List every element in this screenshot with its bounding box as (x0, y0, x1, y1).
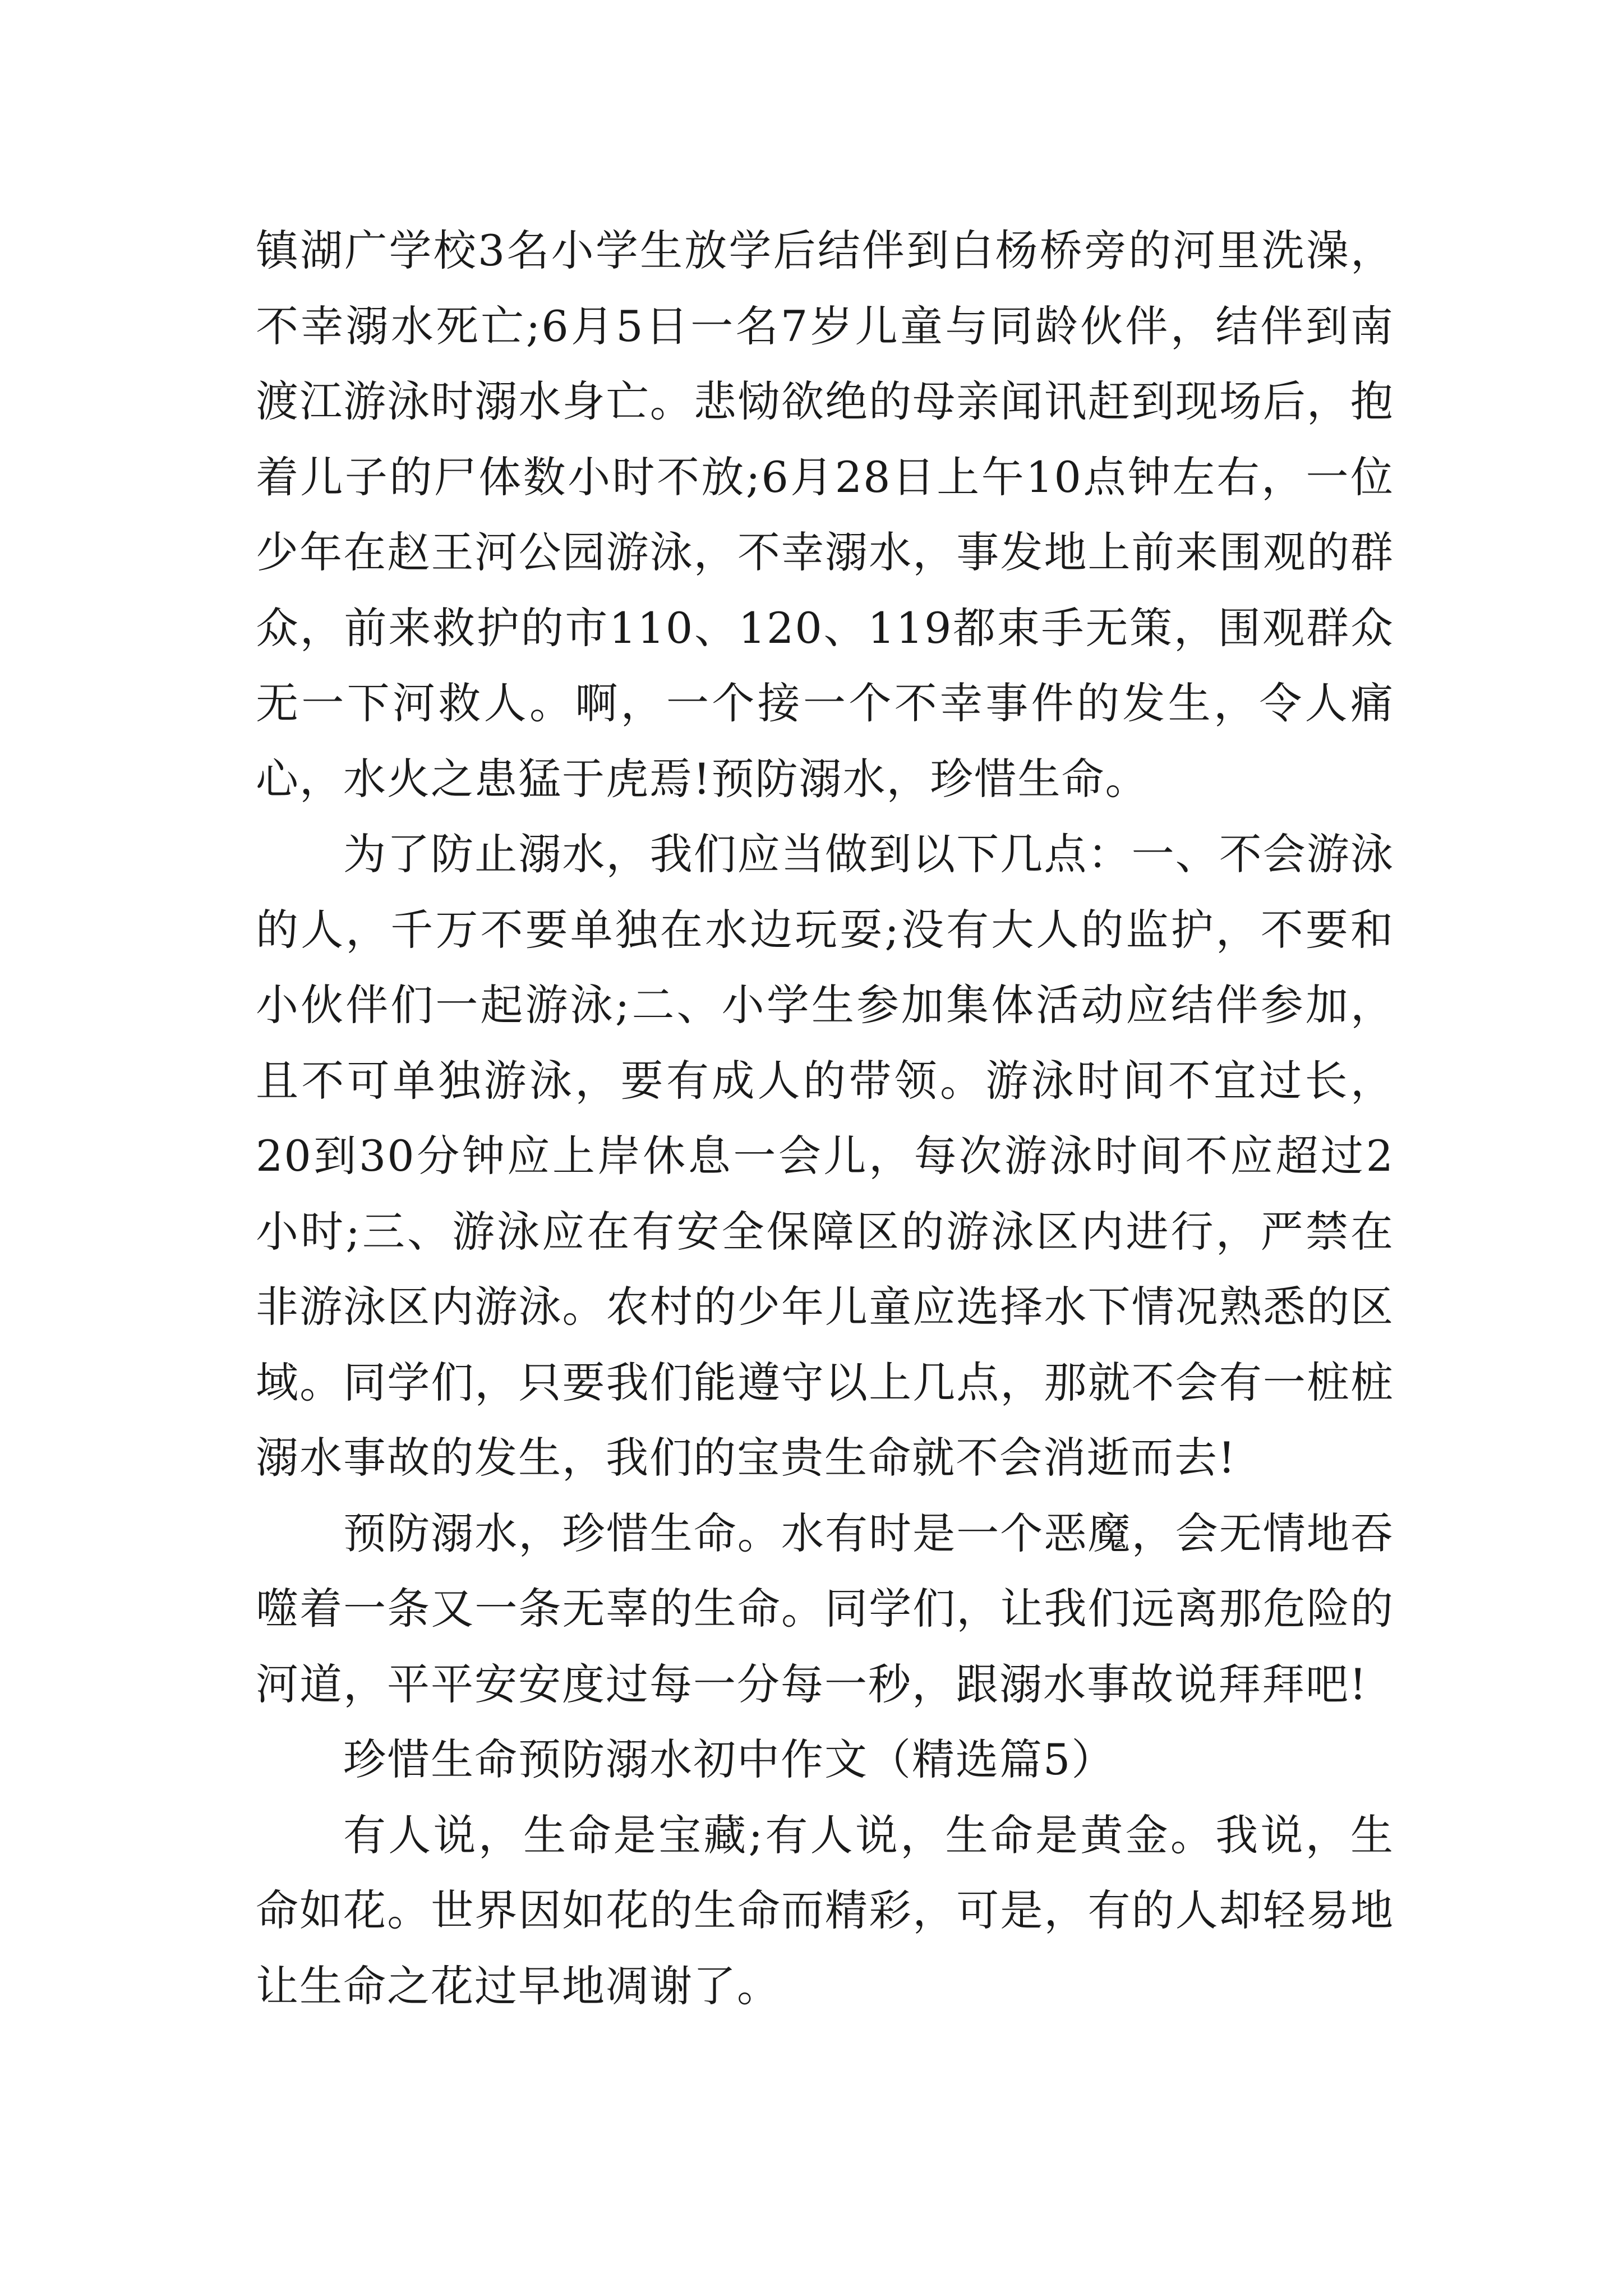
paragraph-drowning-incidents: 镇湖广学校3名小学生放学后结伴到白杨桥旁的河里洗澡，不幸溺水死亡;6月5日一名7岁儿童与同龄伙伴，结伴到南渡江游泳时溺水身亡。悲恸欲绝的母亲闻讯赶到现场后，抱着儿子的尸体数小时不放;6月28日上午10点钟左右，一位少年在赵王河公园游泳，不幸溺水，事发地上前来围观的群众，前来救护的市110、120、119都束手无策，围观群众无一下河救人。啊，一个接一个不幸事件的发生，令人痛心，水火之患猛于虎焉!预防溺水，珍惜生命。 (256, 226, 1394, 804)
paragraph-life-like-flower: 有人说，生命是宝藏;有人说，生命是黄金。我说，生命如花。世界因如花的生命而精彩，可是，有的人却轻易地让生命之花过早地凋谢了。 (256, 1810, 1394, 2011)
document-body (256, 213, 1394, 2024)
paragraph-cherish-life: 预防溺水，珍惜生命。水有时是一个恶魔，会无情地吞噬着一条又一条无辜的生命。同学们，让我们远离那危险的河道，平平安安度过每一分每一秒，跟溺水事故说拜拜吧! (256, 1508, 1394, 1709)
section-title: 珍惜生命预防溺水初中作文（精选篇5） (343, 1734, 1115, 1784)
paragraph-prevention-tips: 为了防止溺水，我们应当做到以下几点：一、不会游泳的人，千万不要单独在水边玩耍;没有大人的监护，不要和小伙伴们一起游泳;二、小学生参加集体活动应结伴参加，且不可单独游泳，要有成人的带领。游泳时间不宜过长，20到30分钟应上岸休息一会儿，每次游泳时间不应超过2小时;三、游泳应在有安全保障区的游泳区内进行，严禁在非游泳区内游泳。农村的少年儿童应选择水下情况熟悉的区域。同学们，只要我们能遵守以上几点，那就不会有一桩桩溺水事故的发生，我们的宝贵生命就不会消逝而去! (256, 829, 1394, 1483)
